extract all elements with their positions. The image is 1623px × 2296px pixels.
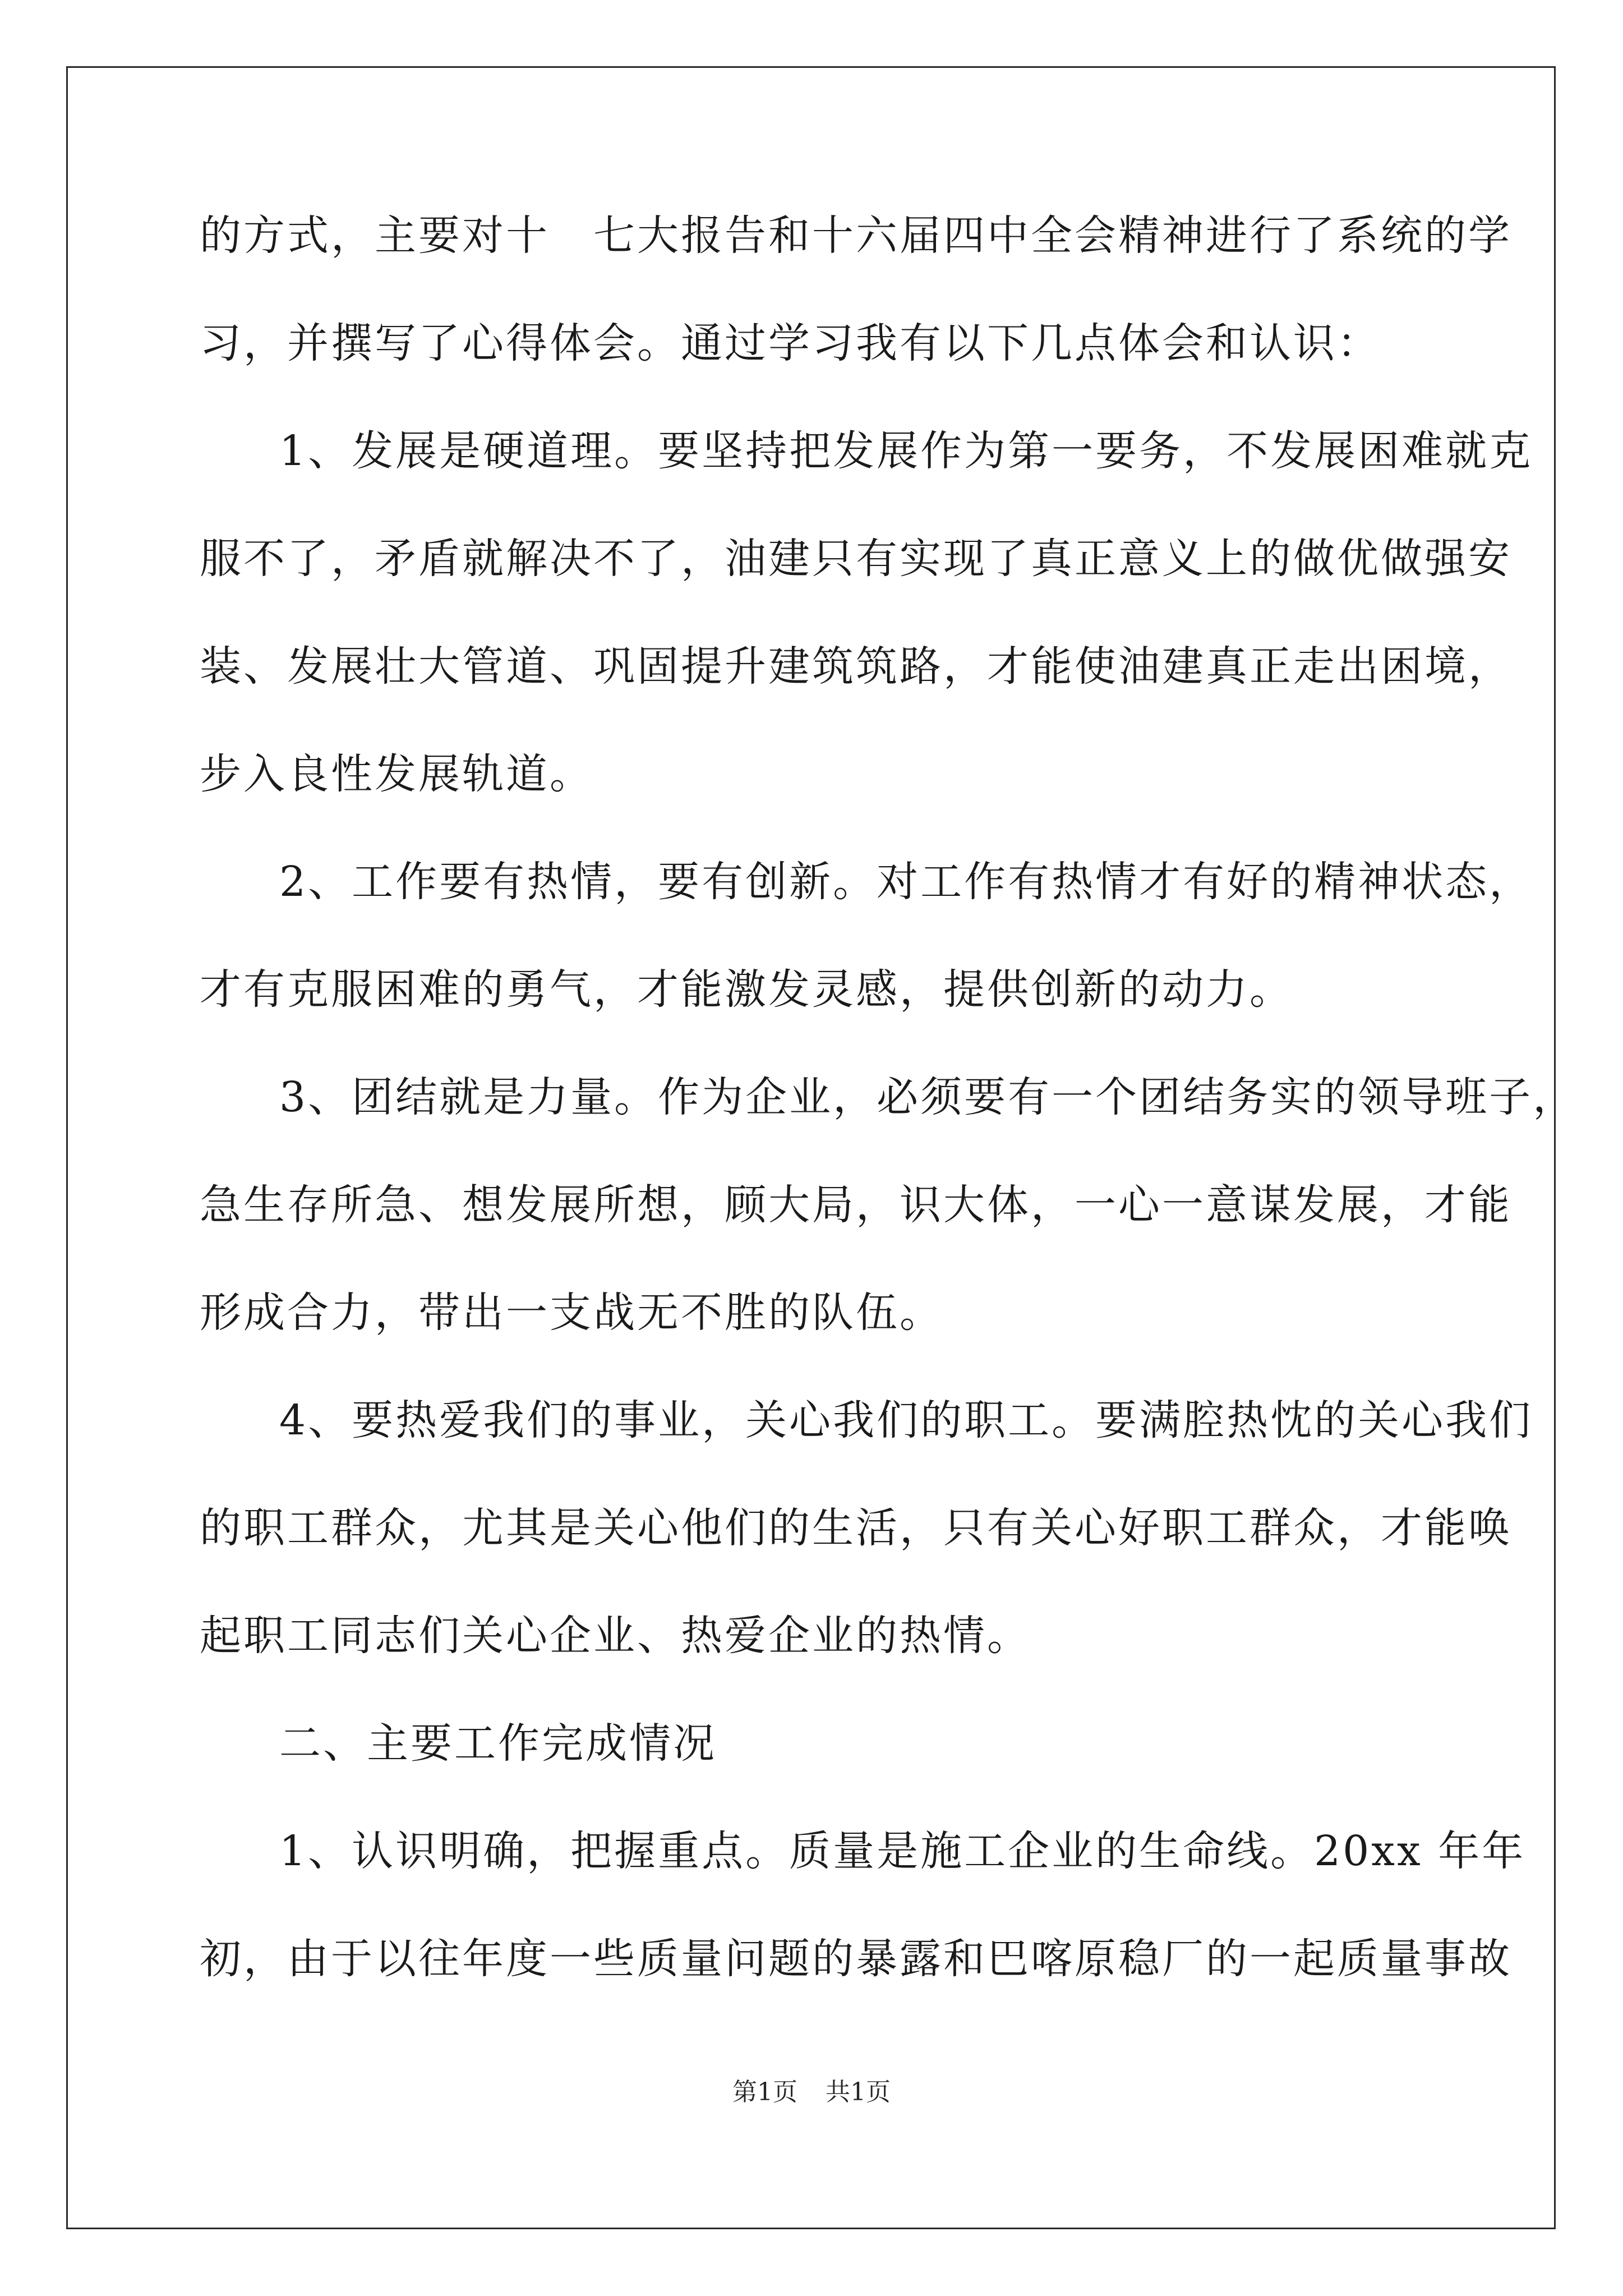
text-line: 急生存所急、想发展所想，顾大局，识大体，一心一意谋发展，才能 xyxy=(200,1181,1512,1229)
page-footer xyxy=(0,2076,1623,2109)
section-heading: 二、主要工作完成情况 xyxy=(279,1719,717,1768)
text-line: 初，由于以往年度一些质量问题的暴露和巴喀原稳厂的一起质量事故 xyxy=(200,1935,1512,1983)
text-line: 服不了，矛盾就解决不了，油建只有实现了真正意义上的做优做强安 xyxy=(200,535,1512,583)
text-line: 1、发展是硬道理。要坚持把发展作为第一要务，不发展困难就克 xyxy=(279,427,1533,475)
text-line: 习，并撰写了心得体会。通过学习我有以下几点体会和认识： xyxy=(200,319,1381,367)
page-total: 共1页 xyxy=(826,2078,891,2106)
text-line: 2、工作要有热情，要有创新。对工作有热情才有好的精神状态， xyxy=(279,858,1533,906)
text-line: 3、团结就是力量。作为企业，必须要有一个团结务实的领导班子， xyxy=(279,1073,1577,1121)
text-line: 形成合力，带出一支战无不胜的队伍。 xyxy=(200,1289,943,1337)
text-line: 步入良性发展轨道。 xyxy=(200,750,593,798)
text-line: 装、发展壮大管道、巩固提升建筑筑路，才能使油建真正走出困境， xyxy=(200,642,1512,691)
page-number: 第1页 xyxy=(732,2078,797,2106)
page-border xyxy=(66,66,1556,2229)
text-line: 才有克服困难的勇气，才能激发灵感，提供创新的动力。 xyxy=(200,965,1293,1014)
text-line: 的职工群众，尤其是关心他们的生活，只有关心好职工群众，才能唤 xyxy=(200,1504,1512,1552)
text-line: 4、要热爱我们的事业，关心我们的职工。要满腔热忱的关心我们 xyxy=(279,1396,1533,1444)
text-line: 起职工同志们关心企业、热爱企业的热情。 xyxy=(200,1612,1031,1660)
text-line: 1、认识明确，把握重点。质量是施工企业的生命线。20xx 年年 xyxy=(279,1827,1526,1875)
text-line: 的方式，主要对十 七大报告和十六届四中全会精神进行了系统的学 xyxy=(200,211,1512,260)
